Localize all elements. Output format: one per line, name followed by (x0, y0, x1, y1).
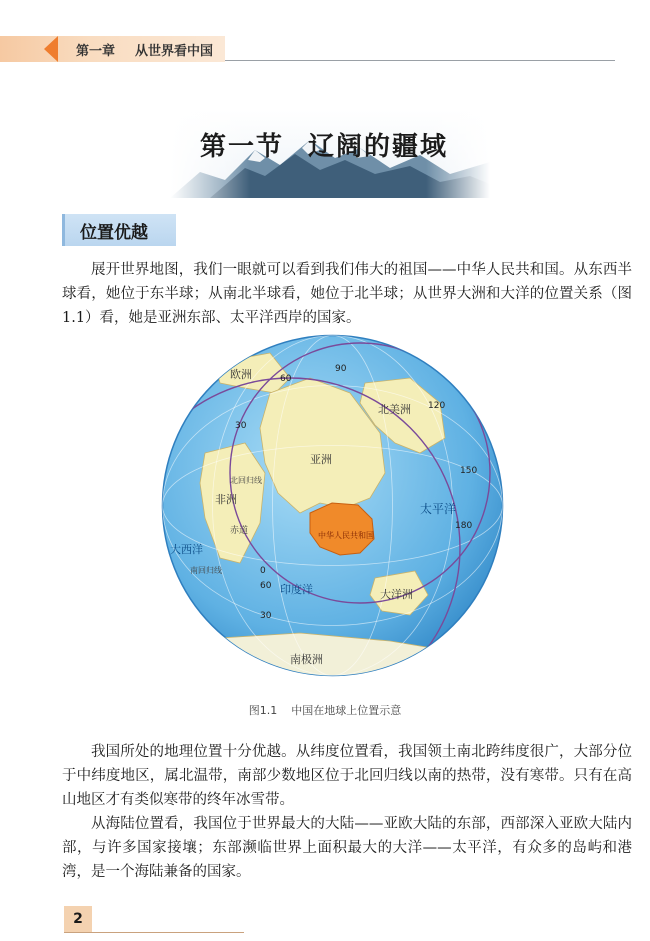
label-indian: 印度洋 (280, 583, 313, 596)
label-antarctica: 南极洲 (290, 653, 323, 666)
label-north-america: 北美洲 (378, 403, 411, 416)
grid-label-lat30: 30 (260, 611, 272, 621)
chapter-title: 从世界看中国 (135, 44, 214, 59)
label-atlantic: 大西洋 (170, 543, 203, 556)
page-number: 2 (64, 906, 92, 932)
label-tropic-cancer: 北回归线 (230, 476, 262, 485)
chapter-header (76, 40, 213, 59)
label-pacific: 太平洋 (420, 502, 457, 516)
grid-label-150: 150 (460, 466, 478, 476)
label-asia: 亚洲 (310, 453, 332, 466)
grid-label-30: 30 (235, 421, 247, 431)
paragraph-3: 从海陆位置看，我国位于世界最大的大陆——亚欧大陆的东部，西部深入亚欧大陆内部，与许多国家接壤；东部濒临世界上面积最大的大洋——太平洋，有众多的岛屿和港湾，是一个海陆兼备的国家。 (62, 816, 632, 880)
grid-label-lat60: 60 (260, 581, 272, 591)
figure-caption (0, 702, 650, 718)
paragraph-2: 我国所处的地理位置十分优越。从纬度位置看，我国领土南北跨纬度很广，大部分位于中纬度地区，属北温带，南部少数地区位于北回归线以南的热带，没有寒带。只有在高山地区才有类似寒带的终年冰雪带。 (62, 744, 632, 808)
label-equator: 赤道 (230, 526, 249, 536)
figure-number: 图1.1 (248, 704, 278, 717)
grid-label-60: 60 (280, 374, 292, 384)
globe-map-figure (160, 333, 505, 678)
section-title (200, 126, 490, 163)
paragraph-1: 展开世界地图，我们一眼就可以看到我们伟大的祖国——中华人民共和国。从东西半球看，她位于东半球；从南北半球看，她位于北半球；从世界大洲和大洋的位置关系（图 1.1）看，她是亚洲东部、太平洋西岸的国家。 (62, 262, 632, 326)
section-name: 辽阔的疆域 (308, 132, 449, 162)
label-africa: 非洲 (215, 493, 237, 506)
label-tropic-capricorn: 南回归线 (190, 566, 222, 575)
label-china: 中华人民共和国 (318, 531, 374, 540)
china-region (310, 503, 374, 555)
section-number: 第一节 (200, 132, 285, 162)
label-oceania: 大洋洲 (380, 588, 413, 601)
grid-label-180: 180 (455, 521, 473, 531)
grid-label-0: 0 (260, 566, 266, 576)
label-europe: 欧洲 (230, 368, 252, 381)
figure-caption-text: 中国在地球上位置示意 (291, 704, 402, 717)
footer-rule (64, 932, 244, 933)
subheading: 位置优越 (80, 223, 148, 243)
header-rule (225, 60, 615, 61)
grid-label-90: 90 (335, 364, 347, 374)
grid-label-120: 120 (428, 401, 446, 411)
chapter-number: 第一章 (76, 44, 116, 59)
